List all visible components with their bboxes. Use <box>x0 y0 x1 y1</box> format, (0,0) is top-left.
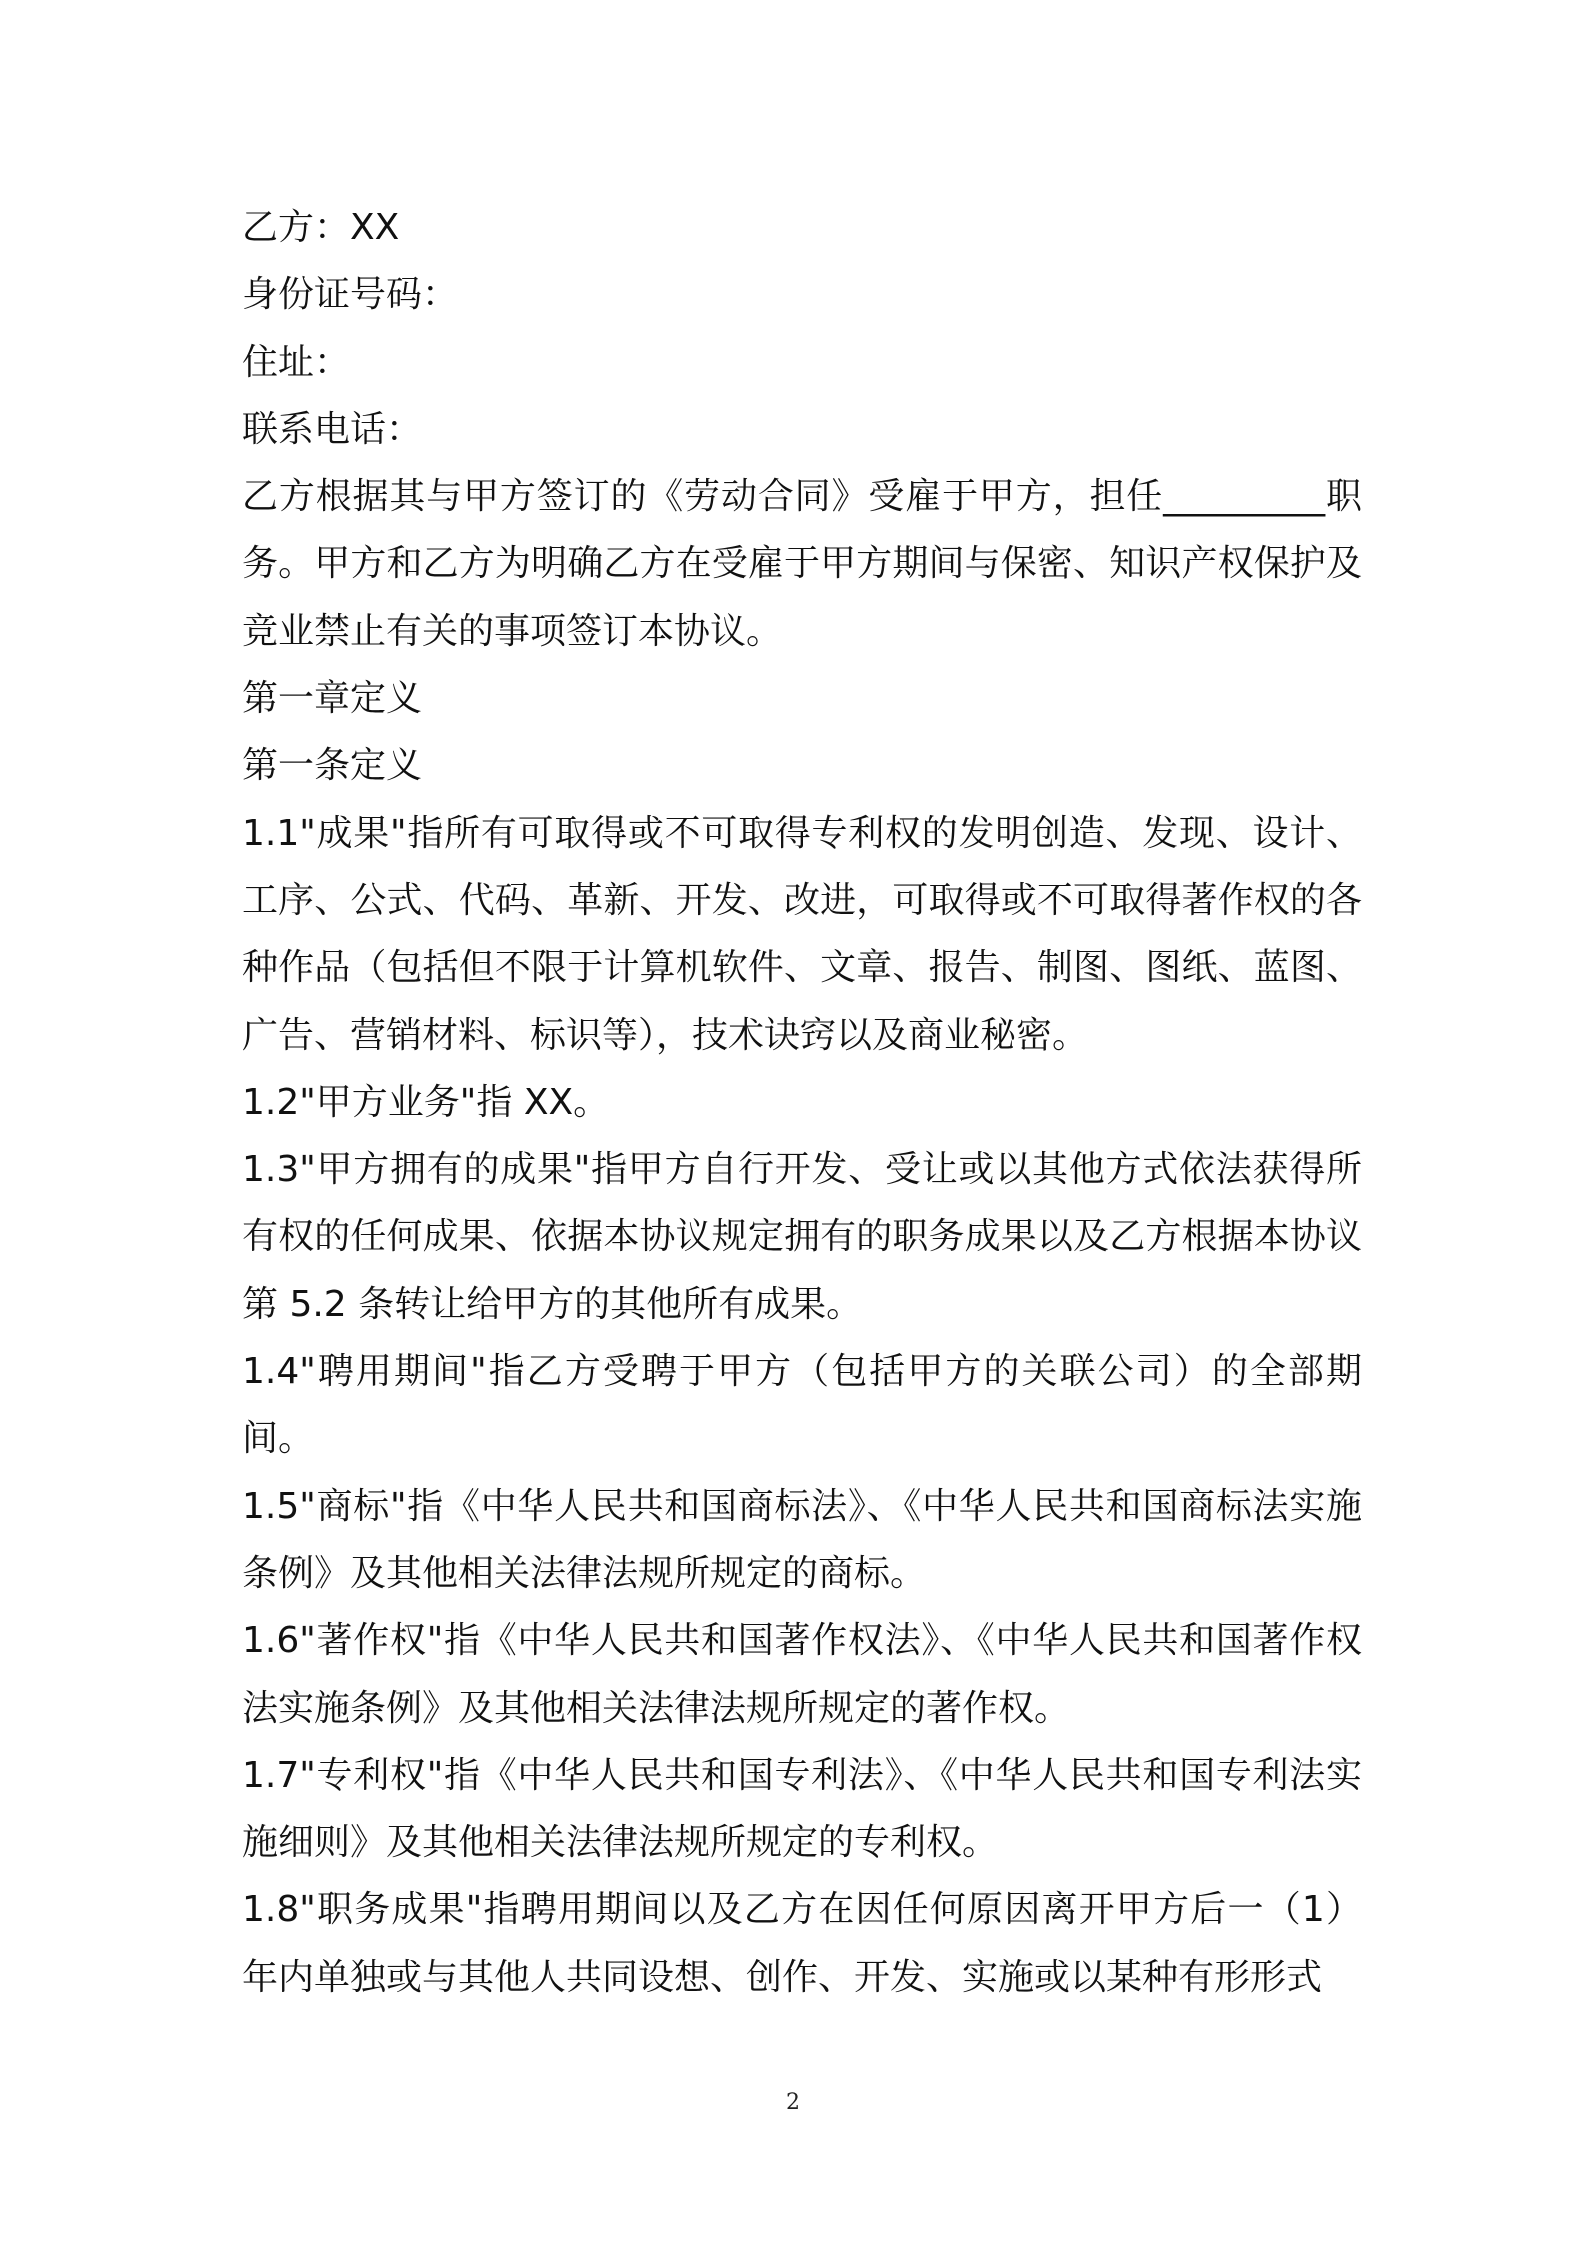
party-b-line: 乙方：XX <box>242 207 400 248</box>
id-number-line: 身份证号码： <box>242 274 459 316</box>
document-body <box>242 194 1362 2011</box>
clause-1-1: 1.1"成果"指所有可取得或不可取得专利权的发明创造、发现、设计、工序、公式、代码、革新、开发、改进，可取得或不可取得著作权的各种作品（包括但不限于计算机软件、文章、报告、制图、图纸、蓝图、广告、营销材料、标识等），技术诀窍以及商业秘密。 <box>242 812 1362 1056</box>
clause-1-7: 1.7"专利权"指《中华人民共和国专利法》、《中华人民共和国专利法实施细则》及其他相关法律法规所规定的专利权。 <box>242 1754 1362 1864</box>
chapter-heading: 第一章定义 <box>242 678 423 720</box>
clause-1-6: 1.6"著作权"指《中华人民共和国著作权法》、《中华人民共和国著作权法实施条例》及其他相关法律法规所规定的著作权。 <box>242 1620 1362 1729</box>
clause-1-3: 1.3"甲方拥有的成果"指甲方自行开发、受让或以其他方式依法获得所有权的任何成果、依据本协议规定拥有的职务成果以及乙方根据本协议第 5.2 条转让给甲方的其他所有成果。 <box>242 1149 1362 1325</box>
article-heading: 第一条定义 <box>242 745 423 787</box>
clause-1-4: 1.4"聘用期间"指乙方受聘于甲方（包括甲方的关联公司）的全部期间。 <box>242 1351 1362 1460</box>
clause-1-2: 1.2"甲方业务"指 XX。 <box>242 1081 610 1123</box>
clause-1-5: 1.5"商标"指《中华人民共和国商标法》、《中华人民共和国商标法实施条例》及其他相关法律法规所规定的商标。 <box>242 1485 1362 1594</box>
address-line: 住址： <box>242 341 351 383</box>
clause-1-8: 1.8"职务成果"指聘用期间以及乙方在因任何原因离开甲方后一（1）年内单独或与其他人共同设想、创作、开发、实施或以某种有形形式 <box>242 1889 1362 1998</box>
phone-line: 联系电话： <box>242 408 423 450</box>
preamble-paragraph: 乙方根据其与甲方签订的《劳动合同》受雇于甲方，担任_________职务。甲方和乙方为明确乙方在受雇于甲方期间与保密、知识产权保护及竞业禁止有关的事项签订本协议。 <box>242 476 1362 652</box>
page-number: 2 <box>786 2090 800 2115</box>
